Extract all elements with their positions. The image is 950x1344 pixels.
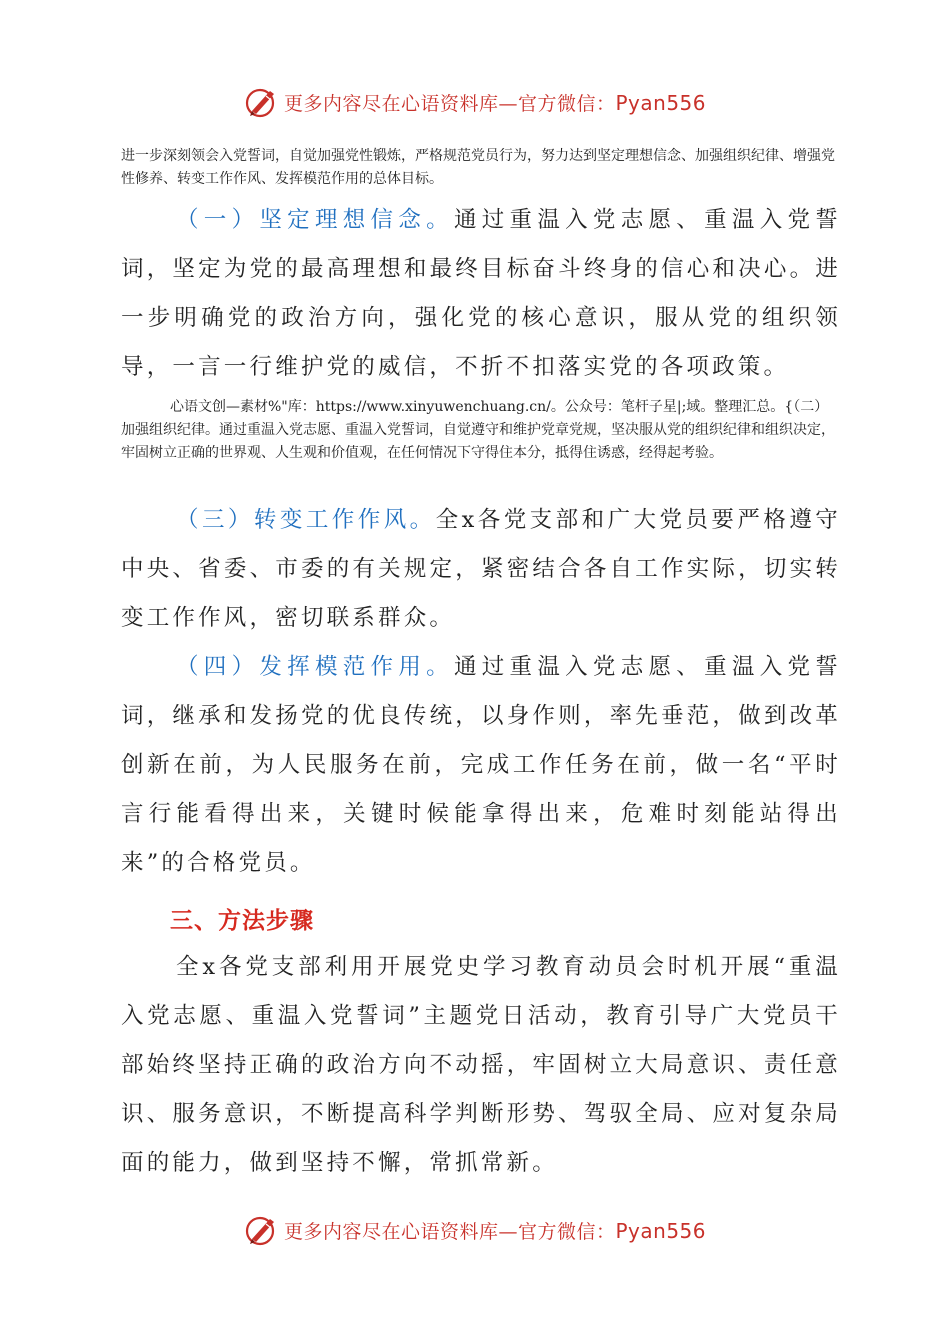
section-2-small-paragraph: 心语文创—素材%"库：https://www.xinyuwenchuang.cn/。公众号：笔杆子星|;域。整理汇总。{（二）加强组织纪律。通过重温入党志愿、重温入党誓词，自觉遵守和维护党章党规，坚决服从党的组织纪律和组织决定，牢固树立正确的世界观、人生观和价值观，在任何情况下守得住本分，抵得住诱惑，经得起考验。 xyxy=(121,399,835,461)
banner-label: 更多内容尽在心语资料库—官方微信： xyxy=(283,1220,616,1243)
section-3-lead: （三）转变工作作风。 xyxy=(176,507,436,533)
intro-paragraph: 进一步深刻领会入党誓词，自觉加强党性锻炼，严格规范党员行为，努力达到坚定理想信念、加强组织纪律、增强党性修养、转变工作作风、发挥模范作用的总体目标。 xyxy=(121,148,835,187)
banner-text xyxy=(284,89,706,116)
section-heading-3: 三、方法步骤 xyxy=(170,908,314,934)
section-1-paragraph xyxy=(121,196,841,392)
banner-label: 更多内容尽在心语资料库—官方微信： xyxy=(283,92,616,115)
section-4-lead: （四）发挥模范作用。 xyxy=(176,654,454,680)
section-1-lead: （一）坚定理想信念。 xyxy=(176,207,454,233)
section-1-body: 通过重温入党志愿、重温入党誓词，坚定为党的最高理想和最终目标奋斗终身的信心和决心。进一步明确党的政治方向，强化党的核心意识，服从党的组织领导，一言一行维护党的威信，不折不扣落实党的各项政策。 xyxy=(121,207,841,380)
banner-handle: Pyan556 xyxy=(615,90,707,115)
section-3-paragraph xyxy=(121,496,841,643)
methods-paragraph: 全x各党支部利用开展党史学习教育动员会时机开展“重温入党志愿、重温入党誓词”主题党日活动，教育引导广大党员干部始终坚持正确的政治方向不动摇，牢固树立大局意识、责任意识、服务意识，不断提高科学判断形势、驾驭全局、应对复杂局面的能力，做到坚持不懈，常抓常新。 xyxy=(121,954,841,1176)
pen-logo-icon xyxy=(244,85,280,119)
section-4-paragraph xyxy=(121,643,841,888)
section-4-body: 通过重温入党志愿、重温入党誓词，继承和发扬党的优良传统，以身作则，率先垂范，做到改革创新在前，为人民服务在前，完成工作任务在前，做一名“平时言行能看得出来，关键时候能拿得出来，危难时刻能站得出来”的合格党员。 xyxy=(121,654,841,876)
banner-handle: Pyan556 xyxy=(615,1218,707,1243)
footer-banner xyxy=(0,1210,950,1250)
pen-logo-icon xyxy=(244,1213,280,1247)
header-banner xyxy=(0,82,950,122)
section-3-body: 全x各党支部和广大党员要严格遵守中央、省委、市委的有关规定，紧密结合各自工作实际，切实转变工作作风，密切联系群众。 xyxy=(121,507,841,631)
banner-text xyxy=(284,1217,706,1244)
